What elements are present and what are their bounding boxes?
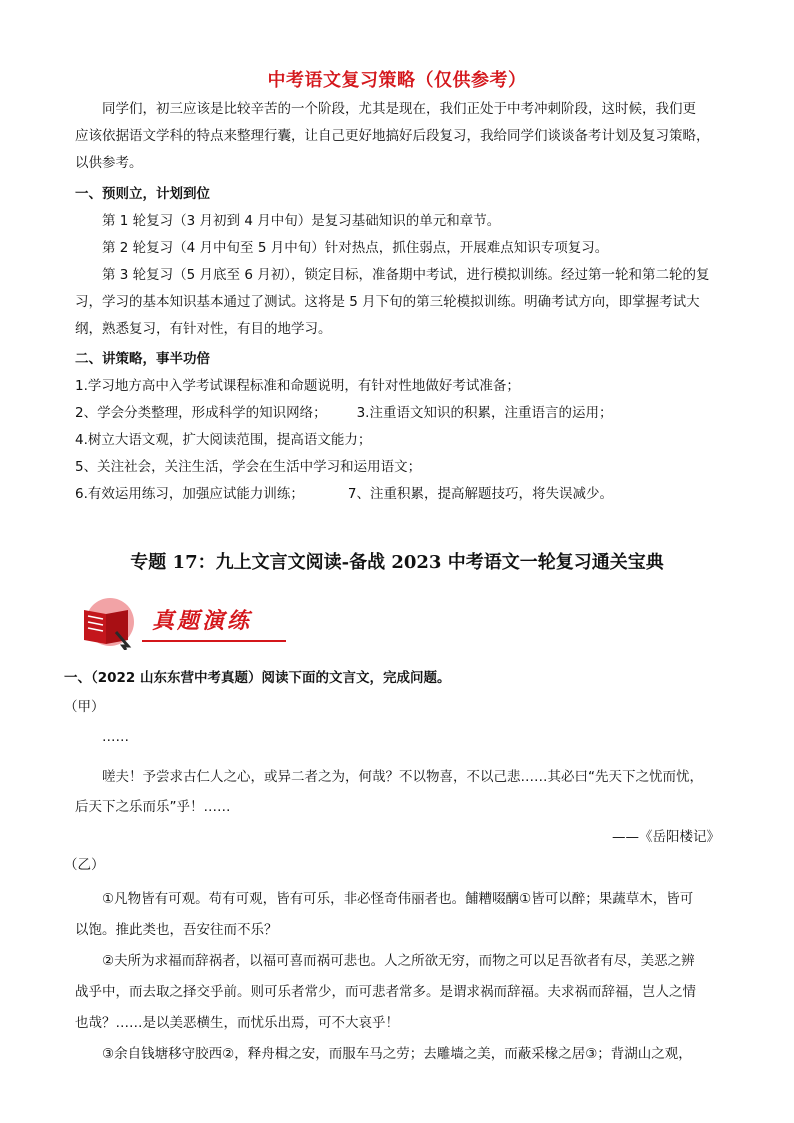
yi-p3-line: ③余自钱塘移守胶西②，释舟楫之安，而服车马之劳；去雕墙之美，而蔽采椽之居③；背湖山之观，: [102, 1046, 692, 1062]
section-plan: [75, 181, 735, 343]
topic-title: 专题 17：九上文言文阅读-备战 2023 中考语文一轮复习通关宝典: [130, 552, 664, 573]
intro-line: 应该依据语文学科的特点来整理行囊，让自己更好地搞好后段复习，我给同学们谈谈备考计划及复习策略，: [75, 128, 710, 144]
round1-text: 第 1 轮复习（3 月初到 4 月中旬）是复习基础知识的单元和章节。: [102, 213, 501, 229]
passage-jia: [64, 694, 744, 721]
yi-p2-line: ②夫所为求福而辞祸者，以福可喜而祸可悲也。人之所欲无穷，而物之可以足吾欲者有尽，美恶之辨: [102, 953, 695, 969]
intro-line: 同学们，初三应该是比较辛苦的一个阶段，尤其是现在，我们正处于中考冲刺阶段，这时候，我们更: [102, 101, 696, 117]
doc-title: 中考语文复习策略（仅供参考）: [267, 70, 527, 91]
strategy-row-2-3: [75, 400, 735, 427]
jia-ellipsis: ……: [102, 729, 129, 745]
strategy-item-2: 2、学会分类整理，形成科学的知识网络；: [75, 405, 327, 421]
strategy-item-7: 7、注重积累，提高解题技巧，将失误减少。: [347, 486, 613, 502]
jia-label: （甲）: [64, 699, 105, 715]
yi-p1-line: ①凡物皆有可观。苟有可观，皆有可乐，非必怪奇伟丽者也。餔糟啜醨①皆可以醉；果蔬草木，皆可: [102, 891, 694, 907]
round3-line: 纲，熟悉复习，有针对性，有目的地学习。: [75, 321, 332, 337]
intro-line: 以供参考。: [75, 155, 143, 171]
section-strategy: [75, 346, 735, 508]
practice-banner: [76, 596, 286, 650]
yi-p1-line: 以饱。推此类也，吾安往而不乐？: [75, 922, 278, 938]
jia-source: ——《岳阳楼记》: [612, 829, 720, 845]
yi-p2-line: 战乎中，而去取之择交乎前。则可乐者常少，而可悲者常多。是谓求祸而辞福。夫求祸而辞福，岂人之情: [75, 984, 696, 1000]
intro-paragraph: [75, 96, 735, 177]
section2-heading: 二、讲策略，事半功倍: [75, 351, 210, 367]
passage-jia-body: [75, 724, 735, 751]
strategy-item-1: 1.学习地方高中入学考试课程标准和命题说明，有针对性地做好考试准备；: [75, 378, 520, 394]
strategy-row-6-7: [75, 481, 735, 508]
section1-heading: 一、预则立，计划到位: [75, 186, 210, 202]
book-icon: [76, 596, 140, 650]
yi-p2-line: 也哉？……是以美恶横生，而忧乐出焉，可不大哀乎！: [75, 1015, 399, 1031]
banner-underline: [142, 640, 286, 642]
question-prompt: 一、（2022 山东东营中考真题）阅读下面的文言文，完成问题。: [64, 670, 451, 686]
passage-yi: [75, 884, 755, 1070]
round3-line: 第 3 轮复习（5 月底至 6 月初），锁定目标，准备期中考试，进行模拟训练。经过第一轮和第二轮的复: [102, 267, 710, 283]
banner-label: 真题演练: [152, 608, 253, 634]
passage-jia-text: [75, 762, 755, 822]
jia-line-2: 后天下之乐而乐”乎！……: [75, 799, 231, 815]
round3-line: 习，学习的基本知识基本通过了测试。这将是 5 月下旬的第三轮模拟训练。明确考试方向，即掌握考试大: [75, 294, 700, 310]
jia-line-1: 嗟夫！予尝求古仁人之心，或异二者之为，何哉？不以物喜，不以己悲……其必曰“先天下之忧而忧，: [102, 769, 703, 785]
strategy-item-6: 6.有效运用练习，加强应试能力训练；: [75, 486, 304, 502]
yi-label: （乙）: [64, 857, 105, 873]
strategy-item-5: 5、关注社会，关注生活，学会在生活中学习和运用语文；: [75, 459, 422, 475]
strategy-item-3: 3.注重语文知识的积累，注重语言的运用；: [356, 405, 613, 421]
round2-text: 第 2 轮复习（4 月中旬至 5 月中旬）针对热点，抓住弱点，开展难点知识专项复习。: [102, 240, 609, 256]
strategy-item-4: 4.树立大语文观，扩大阅读范围，提高语文能力；: [75, 432, 372, 448]
